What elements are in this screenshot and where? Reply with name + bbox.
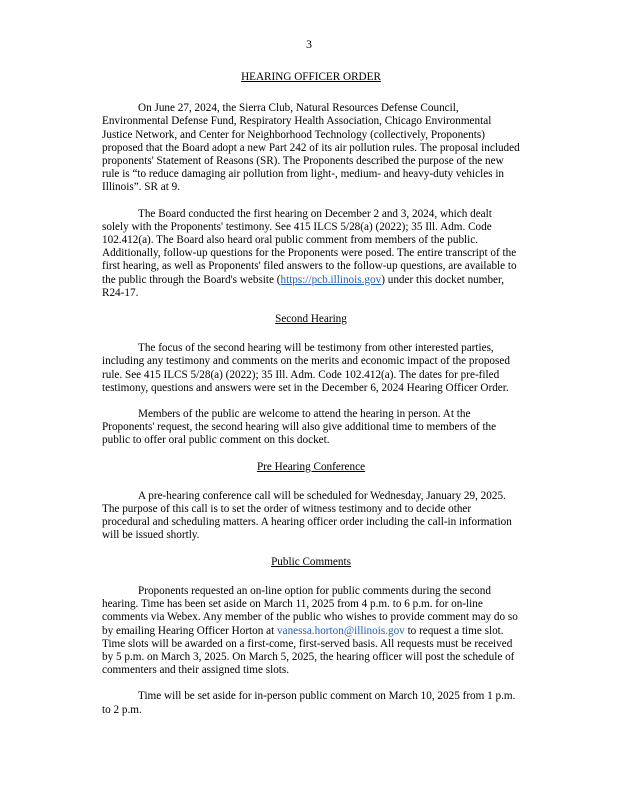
public-comments-heading-text: Public Comments — [271, 555, 351, 568]
intro-paragraph-1: On June 27, 2024, the Sierra Club, Natural Resources Defense Council, Environmental Defense Fund, Respiratory Health Association, Chicago Environmental Justice Network, and Center for Neighborhood Technology (collectively, Proponents) proposed that the Board adopt a new Part 242 of its air pollution rules. The proposal included proponents' Statement of Reasons (SR). The Proponents described the purpose of the new rule is “to reduce damaging air pollution from light-, medium- and heavy-duty vehicles in Illinois”. SR at 9. — [102, 102, 520, 194]
intro-p2-text-b: ) under this docket number, R24-17. — [102, 273, 505, 299]
pre-hearing-heading-text: Pre Hearing Conference — [256, 460, 366, 473]
public-comments-text-a: Proponents requested an on-line option for public comments during the second hearing. Time has been set aside on March 11, 2025 from 4 p.m. to 6 p.m. for on-line comments via Webex. Any member of the public who wishes to provide comment may do so by emailing Hearing Officer Horton at — [102, 584, 518, 637]
second-hearing-paragraph-1: The focus of the second hearing will be testimony from other interested parties, including any testimony and comments on the merits and economic impact of the proposed rule. See 415 ILCS 5/28(a) (2022); 35 Ill. Adm. Code 102.412(a). The dates for pre-filed testimony, questions and answers were set in the December 6, 2024 Hearing Officer Order. — [102, 342, 510, 394]
title-text: HEARING OFFICER ORDER — [241, 71, 381, 83]
second-hearing-paragraph-2: Members of the public are welcome to attend the hearing in person. At the Proponents' request, the second hearing will also give additional time to members of the public to offer oral public comment on this docket. — [102, 408, 497, 447]
hearing-officer-email-link[interactable]: vanessa.horton@illinois.gov — [277, 624, 405, 637]
document-title — [102, 71, 520, 84]
public-comments-paragraph-2: Time will be set aside for in-person public comment on March 10, 2025 from 1 p.m. to 2 p.m. — [102, 690, 516, 716]
section-heading-second-hearing — [102, 313, 520, 326]
section-heading-pre-hearing — [102, 461, 520, 474]
public-comments-text-b: to request a time slot. Time slots will be awarded on a first-come, first-served basis. All requests must be received by 5 p.m. on March 3, 2025. On March 5, 2025, the hearing officer will post the schedule of commenters and their assigned time slots. — [102, 624, 515, 677]
public-comments-paragraph-1 — [102, 585, 520, 677]
intro-p2-text-a: The Board conducted the first hearing on December 2 and 3, 2024, which dealt solely with the Proponents' testimony. See 415 ILCS 5/28(a) (2022); 35 Ill. Adm. Code 102.412(a). The Board also heard oral public comment from members of the public. Additionally, follow-up questions for the Proponents were posed. The entire transcript of the first hearing, as well as Proponents' filed answers to the follow-up questions, are available to the public through the Board's website ( — [102, 207, 517, 286]
intro-paragraph-2 — [102, 208, 520, 300]
page-number: 3 — [306, 37, 312, 51]
second-hearing-heading-text: Second Hearing — [275, 313, 347, 326]
section-heading-public-comments — [102, 556, 520, 569]
board-website-link[interactable]: https://pcb.illinois.gov — [280, 273, 382, 286]
pre-hearing-paragraph-1: A pre-hearing conference call will be scheduled for Wednesday, January 29, 2025. The purpose of this call is to set the order of witness testimony and to decide other procedural and scheduling matters. A hearing officer order including the call-in information will be issued shortly. — [102, 489, 512, 542]
document-body — [102, 71, 520, 730]
